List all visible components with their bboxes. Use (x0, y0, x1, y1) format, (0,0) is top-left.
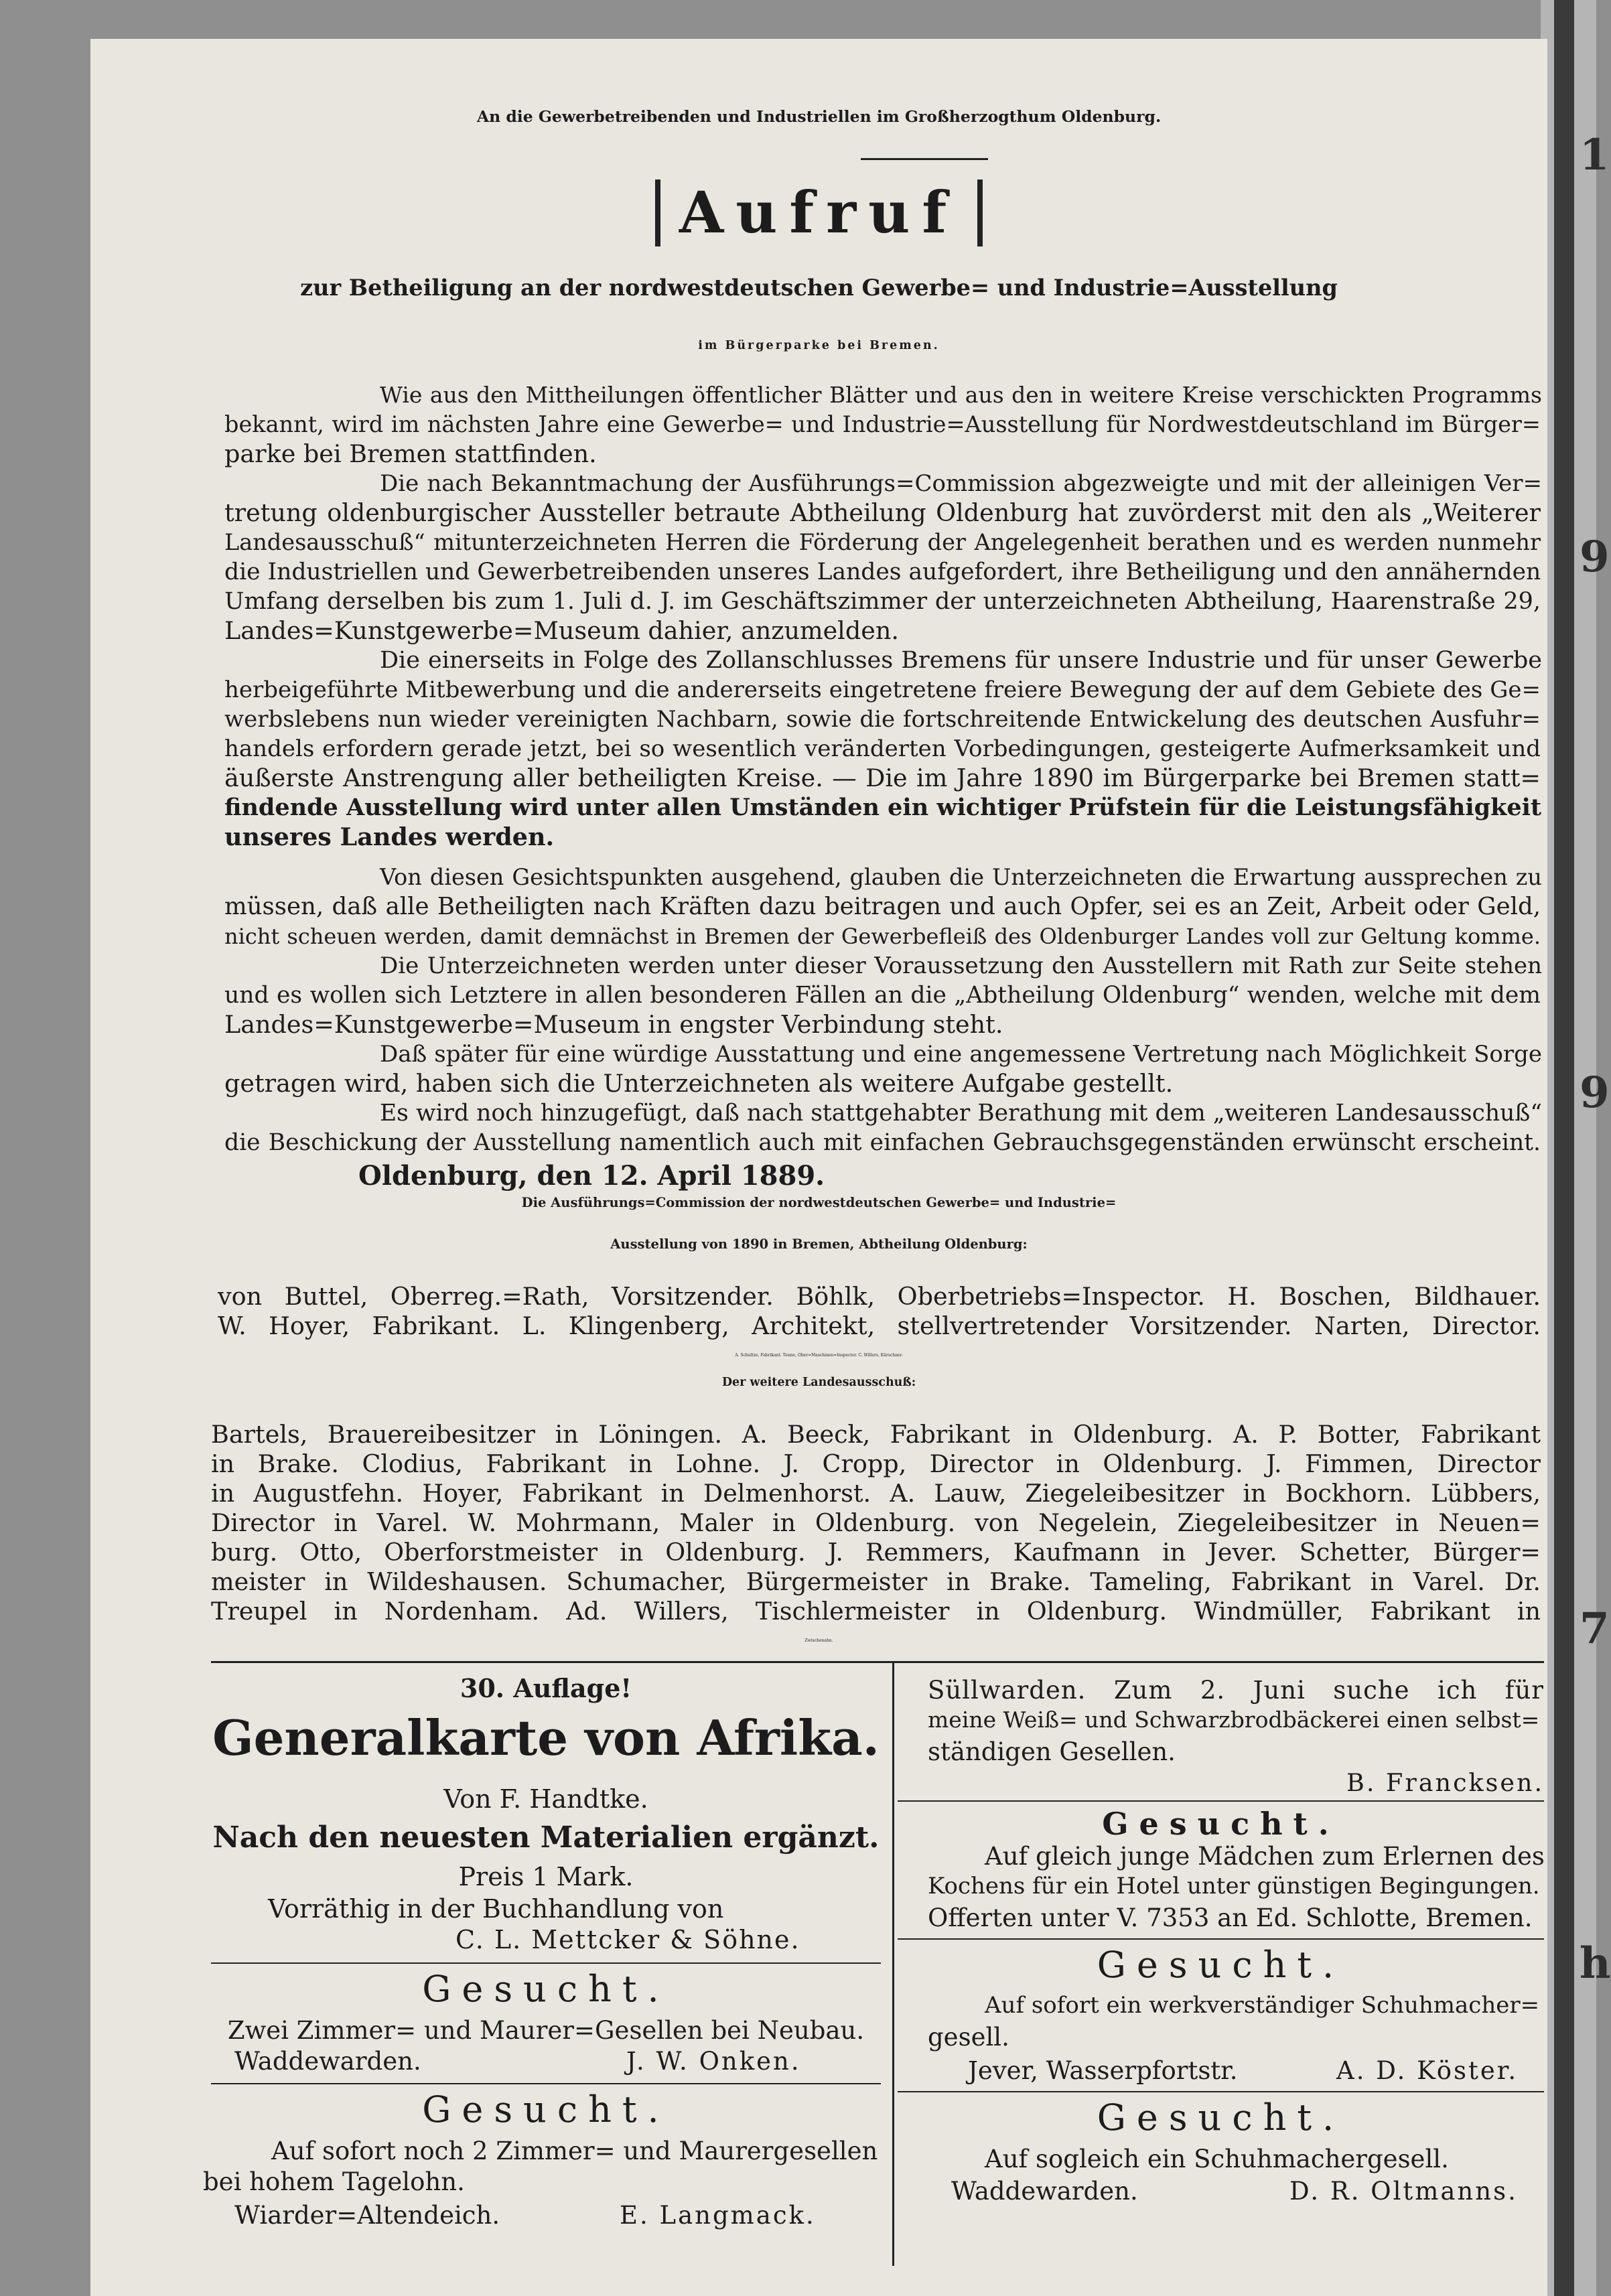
title-text: Aufruf (655, 180, 983, 246)
text-line: Es wird noch hinzugefügt, daß nach stattgehabter Berathung mit dem „weiteren Landesausschuß“ (380, 1100, 1542, 1127)
member-line: Bartels, Brauereibesitzer in Löningen. A. Beeck, Fabrikant in Oldenburg. A. P. Botter, Fabrikant (211, 1420, 1541, 1449)
binding-shadow (1554, 0, 1574, 2296)
adjacent-page-edge (1541, 0, 1611, 2296)
member-line: von Buttel, Oberreg.=Rath, Vorsitzender. Böhlk, Oberbetriebs=Inspector. H. Boschen, Bildhauer. (218, 1282, 1541, 1311)
ad-signature: A. D. Köster. (1336, 2056, 1519, 2085)
edge-fragment: 7 (1580, 1603, 1610, 1654)
text-line: herbeigeführte Mitbewerbung und die andererseits eingetretene freiere Bewegung der auf dem Gebiete des Ge= (224, 676, 1541, 703)
ad-title: Gesucht. (1102, 1806, 1340, 1842)
text-line: tretung oldenburgischer Aussteller betraute Abtheilung Oldenburg hat zuvörderst mit den als „Weiterer (224, 498, 1541, 527)
text-line: nicht scheuen werden, damit demnächst in Bremen der Gewerbefleiß des Oldenburger Landes voll zur Geltung komme. (224, 924, 1541, 949)
text-line: Umfang derselben bis zum 1. Juli d. J. im Geschäftszimmer der unterzeichneten Abtheilung, Haarenstraße 29, (224, 588, 1541, 615)
ad-text: Offerten unter V. 7353 an Ed. Schlotte, Bremen. (928, 1904, 1533, 1932)
member-line: W. Hoyer, Fabrikant. L. Klingenberg, Architekt, stellvertretender Vorsitzender. Narten, Director. (218, 1311, 1541, 1340)
member-line: A. Schultze, Fabrikant. Tenne, Ober=Maschinen=Inspector. C. Willers, Kürschner. (735, 1353, 903, 1358)
member-line: Director in Varel. W. Mohrmann, Maler in Oldenburg. von Negelein, Ziegeleibesitzer in Neuen= (211, 1508, 1541, 1537)
ad-divider (898, 2091, 1544, 2092)
ad-text: Süllwarden. Zum 2. Juni suche ich für (928, 1676, 1544, 1705)
commission-heading: Ausstellung von 1890 in Bremen, Abtheilung Oldenburg: (610, 1236, 1028, 1252)
text-line: Die einerseits in Folge des Zollanschlusses Bremens für unsere Industrie und für unser Gewerbe (380, 647, 1542, 674)
ad-text: Kochens für ein Hotel unter günstigen Begingungen. (928, 1873, 1540, 1899)
text-line: müssen, daß alle Betheiligten nach Kräften dazu beitragen und auch Opfer, sei es an Zeit, Arbeit oder Geld, (224, 893, 1541, 920)
edge-fragment: 1 (1580, 130, 1610, 180)
ad-text: Auf sogleich ein Schuhmachergesell. (985, 2145, 1449, 2173)
member-line: in Augustfehn. Hoyer, Fabrikant in Delmenhorst. A. Lauw, Ziegeleibesitzer in Bockhorn. Lübbers, (211, 1479, 1541, 1508)
location-line: im Bürgerparke bei Bremen. (698, 339, 940, 352)
member-line: Zwischenahn. (804, 1638, 833, 1643)
text-line: unseres Landes werden. (224, 822, 555, 851)
text-line: bekannt, wird im nächsten Jahre eine Gewerbe= und Industrie=Ausstellung für Nordwestdeutschland im Bürger= (224, 411, 1541, 437)
ad-signature: D. R. Oltmanns. (1289, 2177, 1518, 2206)
edition-note: 30. Auflage! (460, 1673, 632, 1703)
map-publisher: C. L. Mettcker & Söhne. (456, 1925, 800, 1954)
text-line: findende Ausstellung wird unter allen Umständen ein wichtiger Prüfstein für die Leistungsfähigkeit (224, 794, 1542, 821)
ad-text: gesell. (928, 2023, 1009, 2052)
member-line: Treupel in Nordenham. Ad. Willers, Tischlermeister in Oldenburg. Windmüller, Fabrikant in (211, 1597, 1541, 1626)
member-line: meister in Wildeshausen. Schumacher, Bürgermeister in Brake. Tameling, Fabrikant in Varel. Dr. (211, 1567, 1541, 1596)
ad-place: Waddewarden. (951, 2177, 1138, 2206)
ad-text: Auf sofort noch 2 Zimmer= und Maurergesellen (271, 2137, 878, 2165)
ad-signature: B. Francksen. (1346, 1768, 1545, 1797)
commission-heading: Die Ausführungs=Commission der nordwestdeutschen Gewerbe= und Industrie= (521, 1195, 1117, 1210)
text-line: Die Unterzeichneten werden unter dieser Voraussetzung den Ausstellern mit Rath zur Seite stehen (380, 952, 1542, 979)
map-price: Preis 1 Mark. (458, 1862, 634, 1891)
dateline: Oldenburg, den 12. April 1889. (358, 1160, 825, 1192)
text-line: Landesausschuß“ mitunterzeichneten Herren die Förderung der Angelegenheit berathen und es werden nunmehr (224, 529, 1541, 555)
ad-text: Auf gleich junge Mädchen zum Erlernen des (985, 1842, 1545, 1871)
ad-divider (211, 1962, 881, 1964)
committee-heading: Der weitere Landesausschuß: (721, 1376, 916, 1389)
member-line: burg. Otto, Oberforstmeister in Oldenburg. J. Remmers, Kaufmann in Jever. Schetter, Bürger= (211, 1538, 1541, 1567)
text-line: Landes=Kunstgewerbe=Museum dahier, anzumelden. (224, 616, 899, 645)
page-title (90, 169, 1547, 257)
ad-text: bei hohem Tagelohn. (203, 2167, 465, 2196)
text-line: werbslebens nun wieder vereinigten Nachbarn, sowie die fortschreitende Entwickelung des deutschen Ausfuhr= (224, 706, 1541, 733)
ad-title: Gesucht. (422, 2088, 670, 2131)
column-divider (892, 1663, 894, 2266)
ad-place: Jever, Wasserpfortstr. (968, 2056, 1238, 2085)
section-divider (211, 1661, 1544, 1663)
member-line: in Brake. Clodius, Fabrikant in Lohne. J. Cropp, Director in Oldenburg. J. Fimmen, Director (211, 1449, 1541, 1478)
edge-fragment: h (1580, 1938, 1611, 1989)
ad-place: Waddewarden. (234, 2047, 421, 2076)
ad-text: Auf sofort ein werkverständiger Schuhmacher= (985, 1992, 1540, 2019)
text-line: Daß später für eine würdige Ausstattung und eine angemessene Vertretung nach Möglichkeit Sorge (380, 1041, 1542, 1068)
text-line: Landes=Kunstgewerbe=Museum in engster Verbindung steht. (224, 1010, 1003, 1039)
ad-signature: E. Langmack. (620, 2201, 816, 2230)
text-line: die Beschickung der Ausstellung namentlich auch mit einfachen Gebrauchsgegenständen erwünscht erscheint. (224, 1129, 1541, 1156)
ad-divider (211, 2083, 881, 2084)
ad-signature: J. W. Onken. (626, 2047, 801, 2076)
ad-title: Gesucht. (1097, 2096, 1345, 2139)
title-rule (861, 158, 988, 160)
subtitle: zur Betheiligung an der nordwestdeutschen Gewerbe= und Industrie=Ausstellung (300, 275, 1338, 301)
text-line: parke bei Bremen stattfinden. (224, 439, 597, 468)
ad-title: Gesucht. (1097, 1944, 1345, 1986)
map-subtitle: Nach den neuesten Materialien ergänzt. (212, 1820, 880, 1855)
map-title: Generalkarte von Afrika. (212, 1709, 880, 1766)
text-line: Von diesen Gesichtspunkten ausgehend, glauben die Unterzeichneten die Erwartung aussprechen zu (380, 864, 1542, 890)
ad-text: ständigen Gesellen. (928, 1737, 1176, 1766)
ad-divider (898, 1800, 1544, 1802)
ad-title: Gesucht. (422, 1968, 670, 2010)
text-line: die Industriellen und Gewerbetreibenden unseres Landes aufgefordert, ihre Betheiligung und den annähernden (224, 559, 1541, 585)
address-line: An die Gewerbetreibenden und Industriellen im Großherzogthum Oldenburg. (476, 107, 1162, 126)
map-stock: Vorräthig in der Buchhandlung von (268, 1894, 724, 1924)
edge-fragment: 9 (1580, 532, 1610, 582)
text-line: getragen wird, haben sich die Unterzeichneten als weitere Aufgabe gestellt. (224, 1069, 1174, 1098)
ad-divider (898, 1938, 1544, 1940)
ad-text: meine Weiß= und Schwarzbrodbäckerei einen selbst= (928, 1707, 1540, 1733)
text-line: handels erfordern gerade jetzt, bei so wesentlich veränderten Vorbedingungen, gesteigerte Aufmerksamkeit und (224, 735, 1541, 762)
edge-fragment: 9 (1580, 1068, 1610, 1118)
ad-place: Wiarder=Altendeich. (234, 2201, 500, 2230)
map-author: Von F. Handtke. (443, 1784, 648, 1814)
newspaper-page (90, 39, 1547, 2296)
text-line: und es wollen sich Letztere in allen besonderen Fällen an die „Abtheilung Oldenburg“ wenden, welche mit dem (224, 982, 1541, 1009)
ad-text: Zwei Zimmer= und Maurer=Gesellen bei Neubau. (227, 2016, 865, 2045)
text-line: Wie aus den Mittheilungen öffentlicher Blätter und aus den in weitere Kreise verschickten Programms (380, 382, 1542, 408)
text-line: äußerste Anstrengung aller betheiligten Kreise. — Die im Jahre 1890 im Bürgerparke bei Bremen statt= (224, 764, 1541, 792)
text-line: Die nach Bekanntmachung der Ausführungs=Commission abgezweigte und mit der alleinigen Ver= (380, 470, 1542, 497)
